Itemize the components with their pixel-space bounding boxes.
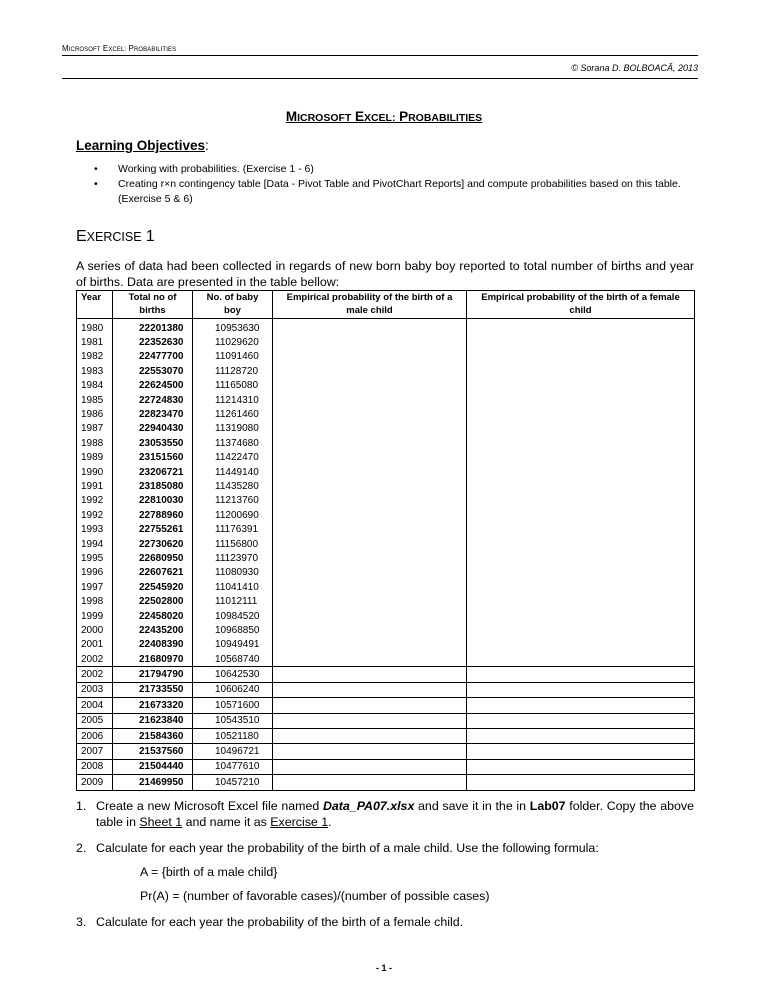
table-header-row [77,291,695,319]
cell-year: 1983 [77,364,113,378]
table-row [77,407,695,421]
cell-year: 1986 [77,407,113,421]
cell-baby-boys: 11012111 [193,594,273,608]
cell-female-prob [467,451,695,465]
cell-male-prob [273,652,467,667]
cell-year: 1995 [77,551,113,565]
cell-baby-boys: 11200690 [193,508,273,522]
cell-year: 1996 [77,566,113,580]
cell-year: 1999 [77,609,113,623]
cell-male-prob [273,566,467,580]
objective-item: • Working with probabilities. (Exercise 1 - 6) [90,162,702,177]
cell-female-prob [467,580,695,594]
cell-total-births: 22680950 [113,551,193,565]
cell-baby-boys: 10953630 [193,319,273,336]
col-header-male-prob: Empirical probability of the birth of a male child [273,291,467,319]
cell-baby-boys: 11156800 [193,537,273,551]
task-list [76,798,694,940]
cell-baby-boys: 11435280 [193,479,273,493]
folder-name: Lab07 [529,799,566,813]
table-row [77,652,695,667]
cell-total-births: 21504440 [113,759,193,774]
cell-male-prob [273,422,467,436]
cell-total-births: 22201380 [113,319,193,336]
running-header: MICROSOFT EXCEL: PROBABILITIES [62,44,177,53]
cell-total-births: 21794790 [113,667,193,682]
header-rule-top [62,55,698,56]
table-row [77,451,695,465]
cell-year: 1990 [77,465,113,479]
cell-total-births: 23053550 [113,436,193,450]
cell-male-prob [273,451,467,465]
cell-baby-boys: 11029620 [193,335,273,349]
cell-baby-boys: 11165080 [193,379,273,393]
cell-year: 2007 [77,744,113,759]
cell-total-births: 22730620 [113,537,193,551]
table-row [77,335,695,349]
cell-female-prob [467,566,695,580]
task-item-3: 3. Calculate for each year the probability of the birth of a female child. [76,915,464,929]
cell-male-prob [273,594,467,608]
cell-total-births: 22755261 [113,522,193,536]
cell-baby-boys: 10477610 [193,759,273,774]
cell-baby-boys: 10543510 [193,713,273,728]
cell-male-prob [273,379,467,393]
cell-total-births: 22458020 [113,609,193,623]
cell-female-prob [467,537,695,551]
table-row [77,667,695,682]
cell-year: 1980 [77,319,113,336]
cell-male-prob [273,494,467,508]
cell-male-prob [273,479,467,493]
cell-female-prob [467,775,695,790]
cell-male-prob [273,638,467,652]
table-row [77,422,695,436]
cell-baby-boys: 11319080 [193,422,273,436]
table-row [77,609,695,623]
objectives-heading: Learning Objectives: [76,138,209,153]
cell-male-prob [273,623,467,637]
col-header-female-prob: Empirical probability of the birth of a female child [467,291,695,319]
cell-female-prob [467,465,695,479]
cell-baby-boys: 10568740 [193,652,273,667]
formula-probability: Pr(A) = (number of favorable cases)/(number of possible cases) [140,889,490,903]
cell-female-prob [467,479,695,493]
table-row [77,682,695,697]
sheet-name: Sheet 1 [139,815,183,829]
cell-female-prob [467,728,695,743]
cell-baby-boys: 10521180 [193,728,273,743]
exercise-name: Exercise 1 [270,815,329,829]
cell-female-prob [467,759,695,774]
formula-event: A = {birth of a male child} [140,865,278,879]
cell-baby-boys: 11128720 [193,364,273,378]
cell-male-prob [273,728,467,743]
cell-year: 1988 [77,436,113,450]
cell-year: 1984 [77,379,113,393]
cell-baby-boys: 10457210 [193,775,273,790]
cell-male-prob [273,537,467,551]
objective-item: • Creating r×n contingency table [Data - Pivot Table and PivotChart Reports] and compute probabilities based on this table. (Exercise 5 & 6) [90,177,702,207]
table-row [77,479,695,493]
cell-female-prob [467,682,695,697]
cell-female-prob [467,744,695,759]
cell-female-prob [467,638,695,652]
cell-year: 2005 [77,713,113,728]
exercise-intro: A series of data had been collected in regards of new born baby boy reported to total number of births and year of births. Data are presented in the table bellow: [76,259,694,289]
cell-year: 1994 [77,537,113,551]
table-row [77,744,695,759]
cell-total-births: 22545920 [113,580,193,594]
cell-year: 1998 [77,594,113,608]
cell-female-prob [467,494,695,508]
cell-total-births: 22408390 [113,638,193,652]
table-row [77,580,695,594]
task-item-2: 2. Calculate for each year the probability of the birth of a male child. Use the following formula: A = {birth of a male child} Pr(A) = (number of favorable cases)/(number of possible cases) [76,840,694,904]
cell-male-prob [273,759,467,774]
table-row [77,759,695,774]
cell-year: 1987 [77,422,113,436]
cell-baby-boys: 10642530 [193,667,273,682]
cell-total-births: 21623840 [113,713,193,728]
cell-female-prob [467,667,695,682]
table-row [77,698,695,713]
table-row [77,465,695,479]
cell-year: 1991 [77,479,113,493]
table-row [77,638,695,652]
cell-female-prob [467,379,695,393]
cell-total-births: 22788960 [113,508,193,522]
cell-female-prob [467,551,695,565]
cell-baby-boys: 11214310 [193,393,273,407]
cell-male-prob [273,698,467,713]
cell-year: 1992 [77,494,113,508]
cell-female-prob [467,594,695,608]
table-row [77,494,695,508]
cell-baby-boys: 11213760 [193,494,273,508]
cell-female-prob [467,508,695,522]
table-row [77,713,695,728]
cell-total-births: 22724830 [113,393,193,407]
col-header-boys: No. of baby boy [193,291,273,319]
cell-male-prob [273,465,467,479]
cell-female-prob [467,623,695,637]
cell-baby-boys: 11261460 [193,407,273,421]
cell-male-prob [273,393,467,407]
cell-baby-boys: 10949491 [193,638,273,652]
cell-total-births: 22502800 [113,594,193,608]
cell-female-prob [467,350,695,364]
births-table [76,290,695,791]
cell-male-prob [273,775,467,790]
table-row [77,594,695,608]
table-row [77,350,695,364]
table-row [77,522,695,536]
cell-female-prob [467,335,695,349]
cell-baby-boys: 10496721 [193,744,273,759]
table-row [77,623,695,637]
page-number: - 1 - [375,963,392,973]
cell-total-births: 22624500 [113,379,193,393]
objectives-list [90,162,702,207]
cell-total-births: 21469950 [113,775,193,790]
cell-year: 2000 [77,623,113,637]
table-row [77,393,695,407]
cell-baby-boys: 11449140 [193,465,273,479]
cell-female-prob [467,407,695,421]
cell-male-prob [273,609,467,623]
cell-female-prob [467,393,695,407]
cell-male-prob [273,508,467,522]
cell-total-births: 21733550 [113,682,193,697]
cell-male-prob [273,407,467,421]
copyright-line: © Sorana D. BOLBOACĂ, 2013 [571,63,698,73]
cell-total-births: 22823470 [113,407,193,421]
col-header-total: Total no of births [113,291,193,319]
cell-year: 2002 [77,667,113,682]
cell-total-births: 21584360 [113,728,193,743]
col-header-year: Year [77,291,113,319]
cell-baby-boys: 10984520 [193,609,273,623]
table-body [77,319,695,791]
cell-female-prob [467,713,695,728]
cell-year: 1985 [77,393,113,407]
table-row [77,364,695,378]
cell-female-prob [467,319,695,336]
cell-total-births: 22940430 [113,422,193,436]
table-row [77,728,695,743]
header-rule-bottom [62,78,698,79]
cell-male-prob [273,364,467,378]
table-row [77,436,695,450]
cell-male-prob [273,436,467,450]
cell-female-prob [467,522,695,536]
cell-baby-boys: 10606240 [193,682,273,697]
cell-baby-boys: 11080930 [193,566,273,580]
cell-baby-boys: 11374680 [193,436,273,450]
cell-total-births: 22810030 [113,494,193,508]
cell-female-prob [467,436,695,450]
file-name: Data_PA07.xlsx [322,799,415,813]
page-title: MICROSOFT EXCEL: PROBABILITIES [285,109,483,124]
cell-total-births: 22435200 [113,623,193,637]
table-row [77,508,695,522]
table-row [77,551,695,565]
cell-baby-boys: 11123970 [193,551,273,565]
table-row [77,537,695,551]
cell-total-births: 22352630 [113,335,193,349]
table-row [77,775,695,790]
table-row [77,379,695,393]
cell-year: 2004 [77,698,113,713]
cell-year: 2001 [77,638,113,652]
cell-male-prob [273,713,467,728]
cell-year: 2009 [77,775,113,790]
cell-total-births: 22553070 [113,364,193,378]
cell-year: 2008 [77,759,113,774]
cell-male-prob [273,350,467,364]
table-row [77,319,695,336]
cell-year: 1997 [77,580,113,594]
cell-year: 2002 [77,652,113,667]
cell-total-births: 21537560 [113,744,193,759]
cell-baby-boys: 10571600 [193,698,273,713]
cell-year: 1989 [77,451,113,465]
cell-total-births: 23206721 [113,465,193,479]
cell-female-prob [467,698,695,713]
cell-baby-boys: 10968850 [193,623,273,637]
cell-male-prob [273,335,467,349]
cell-year: 1982 [77,350,113,364]
cell-year: 2003 [77,682,113,697]
cell-female-prob [467,652,695,667]
cell-male-prob [273,522,467,536]
cell-male-prob [273,319,467,336]
cell-female-prob [467,609,695,623]
cell-year: 1993 [77,522,113,536]
cell-year: 1992 [77,508,113,522]
cell-female-prob [467,364,695,378]
cell-male-prob [273,580,467,594]
cell-total-births: 21680970 [113,652,193,667]
cell-male-prob [273,667,467,682]
cell-total-births: 23151560 [113,451,193,465]
cell-male-prob [273,744,467,759]
cell-total-births: 21673320 [113,698,193,713]
cell-male-prob [273,551,467,565]
cell-female-prob [467,422,695,436]
cell-baby-boys: 11091460 [193,350,273,364]
cell-total-births: 22477700 [113,350,193,364]
exercise-heading: EXERCISE 1 [76,228,155,245]
cell-total-births: 22607621 [113,566,193,580]
table-row [77,566,695,580]
cell-total-births: 23185080 [113,479,193,493]
cell-baby-boys: 11422470 [193,451,273,465]
cell-baby-boys: 11041410 [193,580,273,594]
cell-baby-boys: 11176391 [193,522,273,536]
cell-year: 1981 [77,335,113,349]
cell-year: 2006 [77,728,113,743]
cell-male-prob [273,682,467,697]
task-item-1: 1. Create a new Microsoft Excel file named Data_PA07.xlsx and save it in the in Lab07 folder. Copy the above table in Sheet 1 and name it as Exercise 1. [76,799,694,829]
